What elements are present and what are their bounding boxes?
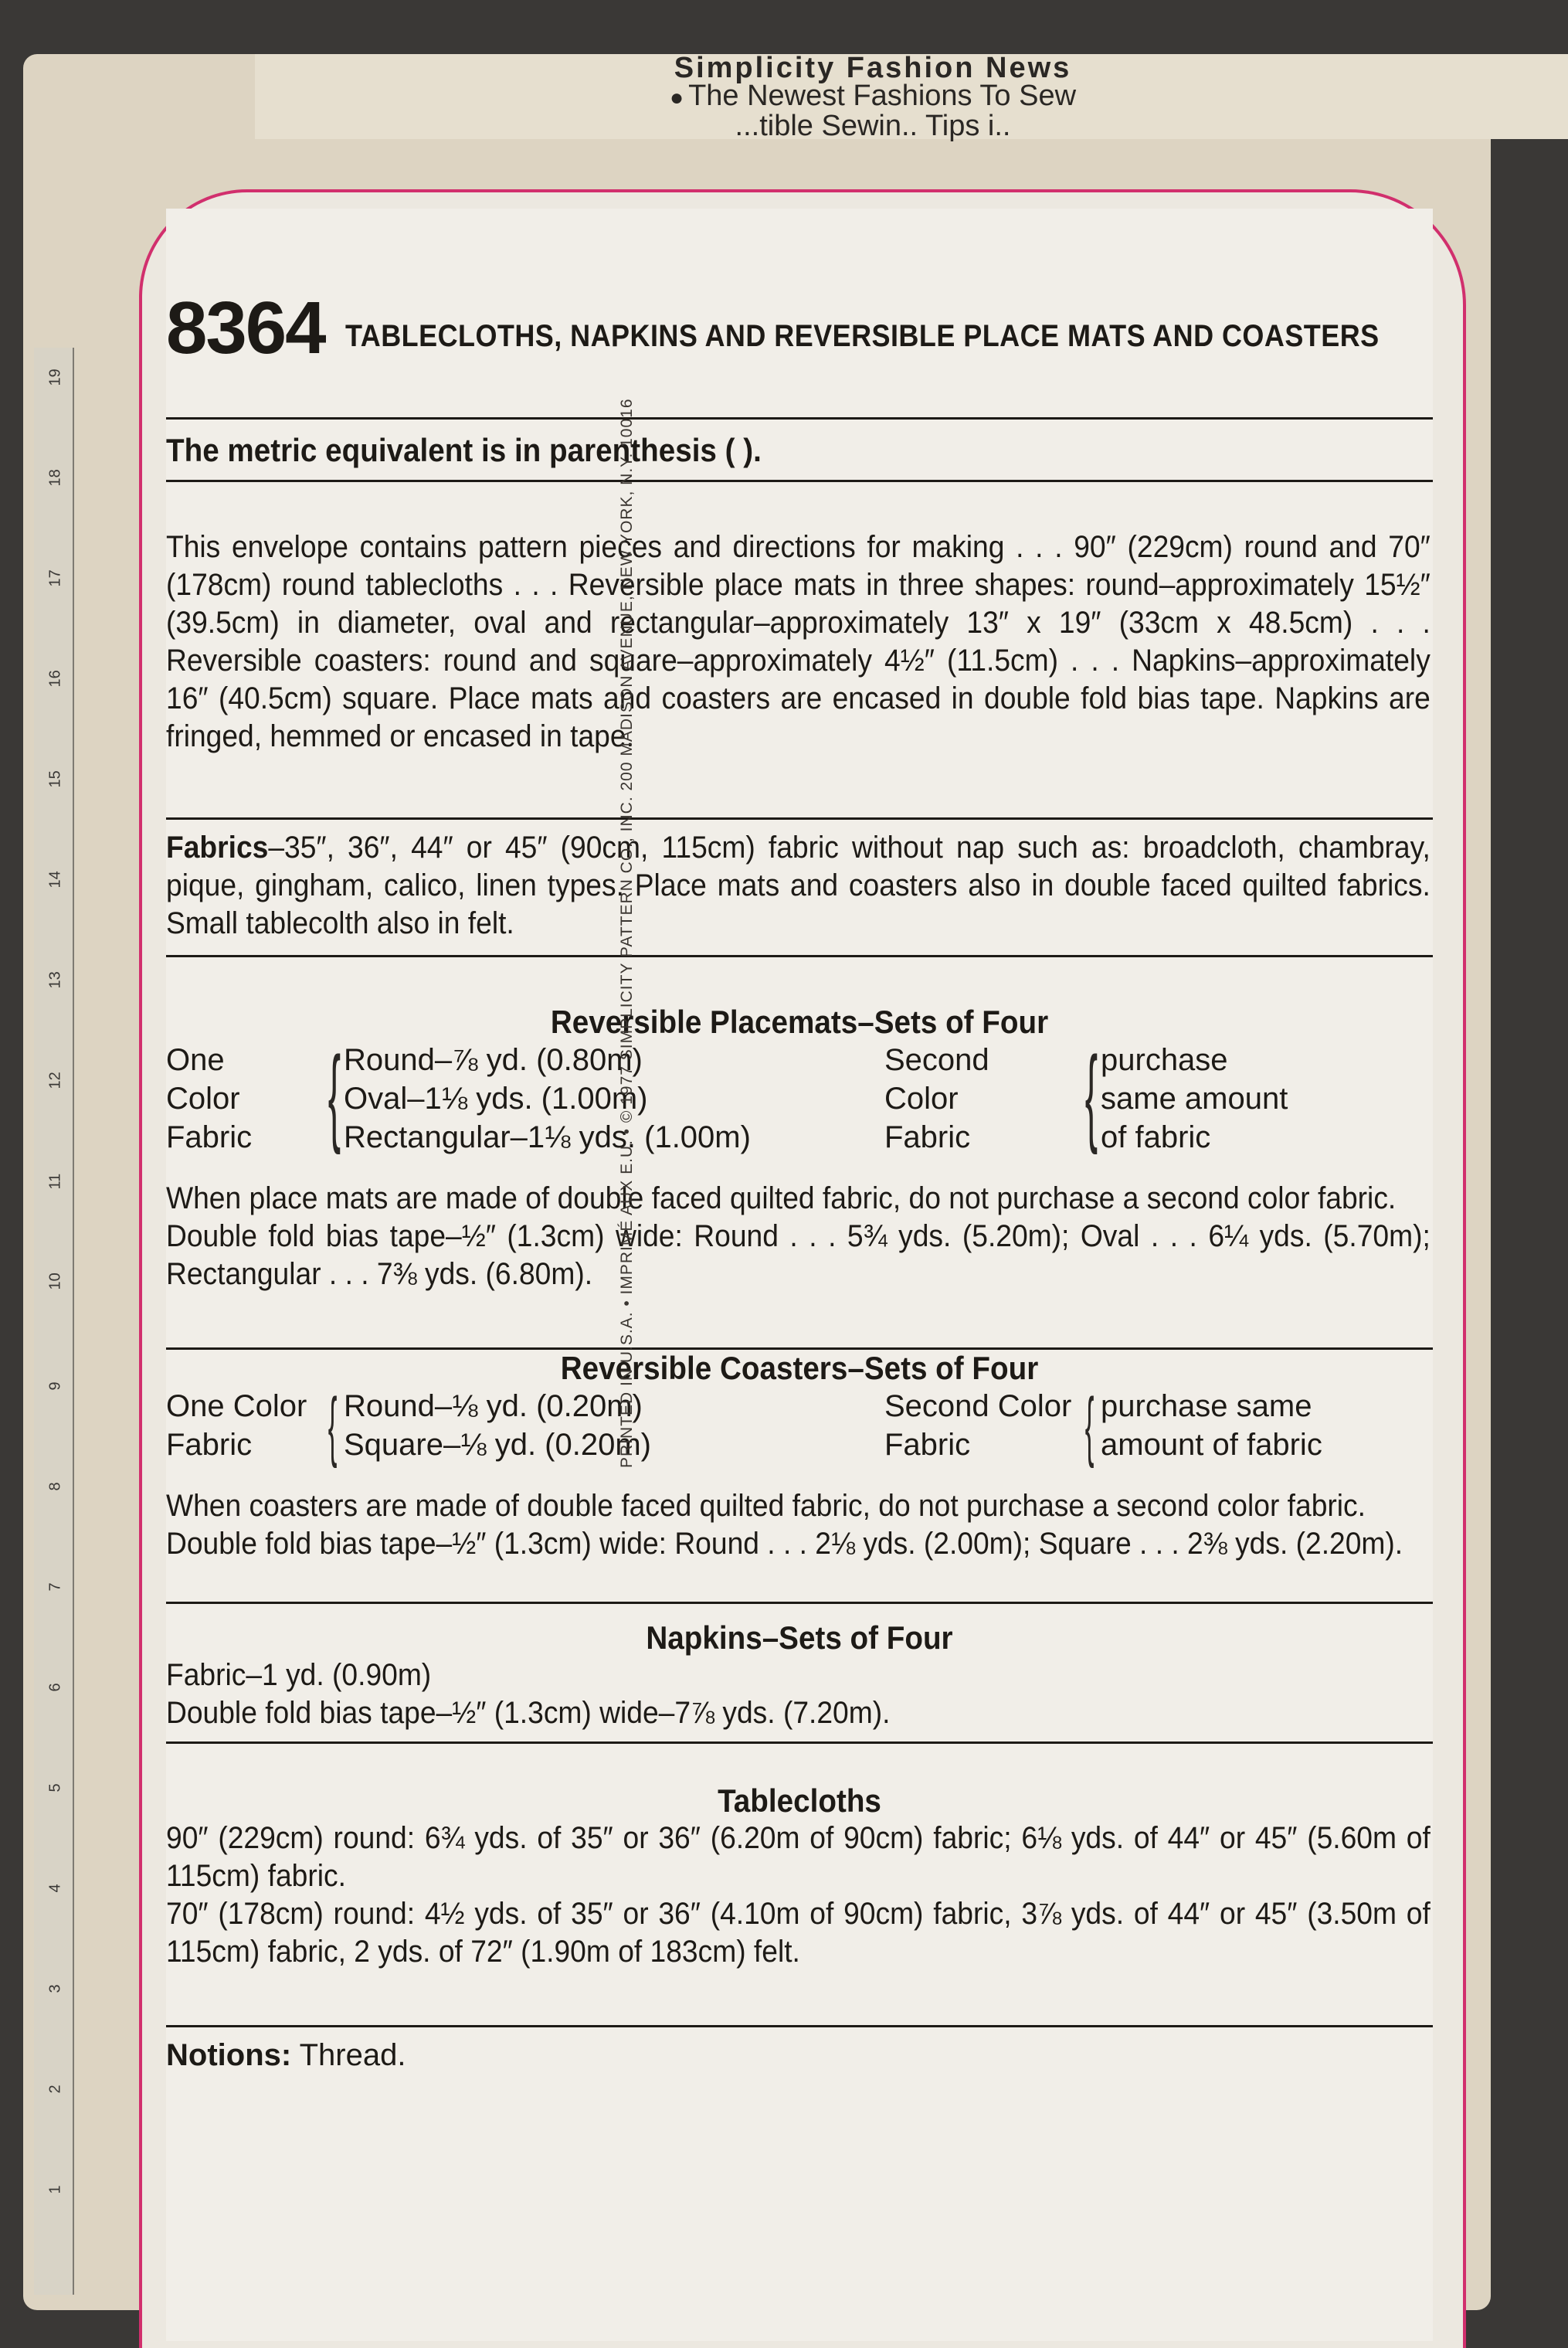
- napkins-line-2: Double fold bias tape–½″ (1.3cm) wide–7⅞ yds. (7.20m).: [166, 1696, 891, 1730]
- coasters-title: Reversible Coasters–Sets of Four: [560, 1350, 1039, 1386]
- tablecloths-line-1: 90″ (229cm) round: 6¾ yds. of 35″ or 36″ (6.20m of 90cm) fabric; 6⅛ yds. of 44″ or 45″ (5.60m of 115cm) fabric.: [166, 1821, 1431, 1893]
- pattern-number: 8364: [166, 287, 325, 369]
- coasters-yardage: [166, 1382, 1433, 1469]
- coaster-round: Round–⅛ yd. (0.20m): [344, 1389, 643, 1423]
- bullet-icon: ●: [669, 85, 684, 110]
- ruler-number: 4: [46, 1884, 64, 1893]
- coasters-right-items: [1101, 1387, 1410, 1464]
- ruler-number: 14: [46, 871, 64, 889]
- brace-icon: {: [328, 1034, 341, 1155]
- placemats-items: [344, 1041, 884, 1157]
- fabrics-text: –35″, 36″, 44″ or 45″ (90cm, 115cm) fabric without nap such as: broadcloth, chambray, pique, gingham, calico, linen types. Place mats and coasters also in double faced quilted fabrics. Small tablecolth also in felt.: [166, 831, 1431, 940]
- placemat-round: Round–⅞ yd. (0.80m): [344, 1043, 643, 1077]
- flap-line-2: [255, 82, 1491, 112]
- divider: [166, 955, 1433, 957]
- label-line: Second Color: [884, 1389, 1072, 1423]
- ruler-number: 18: [46, 469, 64, 487]
- ruler-number: 3: [46, 1984, 64, 1993]
- placemats-note-2: Double fold bias tape–½″ (1.3cm) wide: Round . . . 5¾ yds. (5.20m); Oval . . . 6¼ yds. (5.70m); Rectangular . . . 7⅜ yds. (6.80m).: [166, 1219, 1431, 1291]
- label-line: Color: [884, 1082, 959, 1116]
- ruler-number: 15: [46, 770, 64, 788]
- placemats-right-label: [884, 1041, 1078, 1157]
- flap-line-2-text: The Newest Fashions To Sew: [688, 80, 1077, 112]
- placemats-left-label: [166, 1041, 321, 1157]
- ruler-number: 13: [46, 971, 64, 989]
- label-line: Second: [884, 1043, 989, 1077]
- label-line: Fabric: [166, 1428, 253, 1462]
- coasters-section: [166, 1350, 1433, 1563]
- placemat-oval: Oval–1⅛ yds. (1.00m): [344, 1082, 648, 1116]
- ruler-number: 10: [46, 1273, 64, 1290]
- brace-icon: {: [1084, 1382, 1095, 1469]
- ruler-number: 12: [46, 1072, 64, 1089]
- pattern-envelope: [23, 54, 1491, 2310]
- divider: [166, 817, 1433, 820]
- placemats-section: [166, 1004, 1433, 1293]
- placemats-right-items: [1101, 1041, 1410, 1157]
- ruler-number: 6: [46, 1683, 64, 1692]
- pattern-info: [166, 278, 1433, 2073]
- coasters-note-2: Double fold bias tape–½″ (1.3cm) wide: Round . . . 2⅛ yds. (2.00m); Square . . . 2⅜ yds. (2.20m).: [166, 1527, 1403, 1561]
- placemat-rectangular: Rectangular–1⅛ yds. (1.00m): [344, 1120, 751, 1154]
- notions-text: Thread.: [299, 2038, 406, 2072]
- napkins-title: Napkins–Sets of Four: [646, 1619, 953, 1656]
- ruler-number: 7: [46, 1582, 64, 1592]
- fabrics: [166, 829, 1431, 943]
- ruler-number: 5: [46, 1783, 64, 1792]
- label-line: amount of fabric: [1101, 1428, 1322, 1462]
- ruler-number: 11: [46, 1173, 64, 1190]
- label-line: Color: [166, 1082, 240, 1116]
- ruler-number: 16: [46, 670, 64, 688]
- label-line: Fabric: [884, 1428, 971, 1462]
- label-line: One: [166, 1043, 225, 1077]
- ruler: [34, 348, 74, 2295]
- label-line: Fabric: [166, 1120, 253, 1154]
- brace-icon: {: [1084, 1034, 1098, 1155]
- coasters-right-label: [884, 1387, 1078, 1464]
- ruler-number: 17: [46, 569, 64, 587]
- fabrics-label: Fabrics: [166, 831, 269, 865]
- label-line: purchase: [1101, 1043, 1228, 1077]
- flap-line-1: Simplicity Fashion News: [674, 52, 1072, 84]
- placemats-yardage: [166, 1034, 1433, 1157]
- label-line: of fabric: [1101, 1120, 1211, 1154]
- label-line: Fabric: [884, 1120, 971, 1154]
- coasters-items: [344, 1387, 884, 1464]
- brace-icon: {: [328, 1382, 338, 1469]
- tablecloths-section: [166, 1782, 1433, 1971]
- tablecloths-title: Tablecloths: [718, 1782, 881, 1819]
- napkins-section: [166, 1619, 1433, 1732]
- metric-note: The metric equivalent is in parenthesis ( ).: [166, 432, 762, 468]
- pattern-title: TABLECLOTHS, NAPKINS AND REVERSIBLE PLACE MATS AND COASTERS: [344, 319, 1380, 353]
- ruler-number: 9: [46, 1381, 64, 1391]
- placemats-title: Reversible Placemats–Sets of Four: [550, 1004, 1049, 1040]
- flap-line-3: ...tible Sewin.. Tips i..: [735, 110, 1011, 142]
- divider: [166, 1602, 1433, 1604]
- divider: [166, 2025, 1433, 2027]
- ruler-number: 2: [46, 2085, 64, 2094]
- notions-label: Notions:: [166, 2038, 292, 2072]
- envelope-flap: [255, 52, 1568, 142]
- napkins-line-1: Fabric–1 yd. (0.90m): [166, 1658, 432, 1692]
- coaster-square: Square–⅛ yd. (0.20m): [344, 1428, 651, 1462]
- tablecloths-line-2: 70″ (178cm) round: 4½ yds. of 35″ or 36″ (4.10m of 90cm) fabric, 3⅞ yds. of 44″ or 45″ (3.50m of 115cm) fabric, 2 yds. of 72″ (1.90m of 183cm) felt.: [166, 1897, 1431, 1969]
- pattern-header: [166, 278, 1433, 369]
- divider: [166, 1741, 1433, 1744]
- label-line: same amount: [1101, 1082, 1288, 1116]
- description: This envelope contains pattern pieces and directions for making . . . 90″ (229cm) round and 70″ (178cm) round tablecloths . . . Reversible place mats in three shapes: round–approximately 15½″ (39.5cm) in diameter, oval and rectangular–approximately 13″ x 19″ (33cm x 48.5cm) . . . Reversible coasters: round and square–approximately 4½″ (11.5cm) . . . Napkins–approximately 16″ (40.5cm) square. Place mats and coasters are encased in double fold bias tape. Napkins are fringed, hemmed or encased in tape.: [166, 530, 1431, 753]
- ruler-number: 19: [46, 369, 64, 386]
- coasters-note-1: When coasters are made of double faced quilted fabric, do not purchase a second color fabric.: [166, 1489, 1366, 1523]
- notions: [166, 2038, 1433, 2073]
- label-line: One Color: [166, 1389, 307, 1423]
- ruler-number: 1: [46, 2185, 64, 2194]
- coasters-left-label: [166, 1387, 321, 1464]
- label-line: purchase same: [1101, 1389, 1312, 1423]
- ruler-number: 8: [46, 1482, 64, 1491]
- placemats-note-1: When place mats are made of double faced quilted fabric, do not purchase a second color fabric.: [166, 1181, 1397, 1215]
- copyright-side-text: PRINTED IN U.S.A. • IMPRIMÉ AUX E.U. • © 1977 SIMPLICITY PATTERN CO., INC. 200 MADISON AVENUE, NEW YORK, N.Y. 10016: [618, 398, 636, 1468]
- flap-text: [255, 52, 1491, 142]
